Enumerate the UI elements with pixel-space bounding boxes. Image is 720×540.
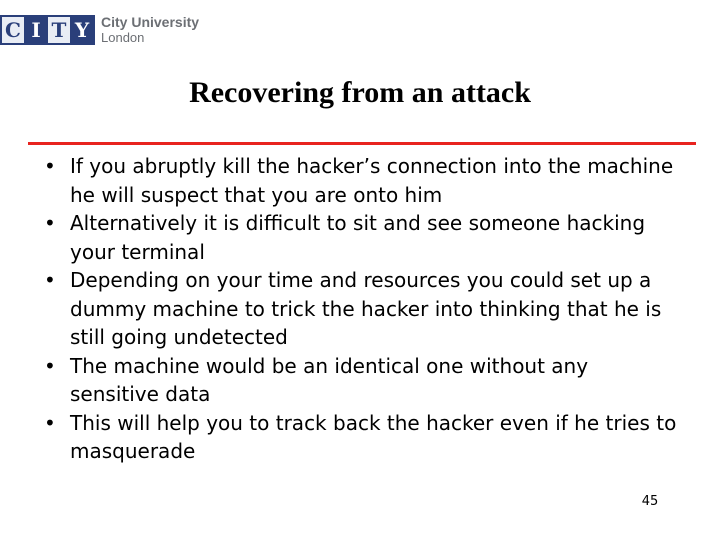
bullet-list bbox=[42, 152, 682, 466]
bullet-text: Depending on your time and resources you could set up a dummy machine to trick the hacker into thinking that he is still going undetected bbox=[70, 268, 662, 349]
bullet-item bbox=[42, 209, 682, 266]
bullet-text: The machine would be an identical one without any sensitive data bbox=[70, 353, 589, 406]
bullet-item bbox=[42, 152, 682, 209]
title-divider bbox=[28, 142, 696, 145]
bullet-dot-icon: • bbox=[44, 410, 56, 435]
bullet-text: Alternatively it is difficult to sit and see someone hacking your terminal bbox=[70, 211, 646, 264]
bullet-dot-icon: • bbox=[44, 353, 56, 378]
bullet-item bbox=[42, 266, 682, 352]
bullet-dot-icon: • bbox=[44, 211, 56, 235]
logo-wordmark bbox=[101, 15, 199, 45]
logo-letter-c: C bbox=[2, 17, 25, 43]
bullet-item bbox=[42, 409, 682, 466]
logo-university-name: City University bbox=[101, 14, 200, 30]
slide-title: Recovering from an attack bbox=[189, 76, 531, 109]
city-university-logo bbox=[0, 12, 199, 48]
page-number: 45 bbox=[641, 494, 659, 509]
logo-letter-y: Y bbox=[71, 17, 93, 43]
logo-location: London bbox=[101, 30, 145, 45]
bullet-item bbox=[42, 352, 682, 409]
bullet-text: If you abruptly kill the hacker’s connection into the machine he will suspect that you are onto him bbox=[70, 154, 674, 207]
logo-letter-i: I bbox=[25, 17, 48, 43]
bullet-dot-icon: • bbox=[44, 268, 56, 292]
city-logo-mark bbox=[0, 15, 95, 45]
logo-letter-t: T bbox=[48, 17, 71, 43]
bullet-text: This will help you to track back the hacker even if he tries to masquerade bbox=[70, 410, 677, 463]
bullet-dot-icon: • bbox=[44, 154, 56, 178]
